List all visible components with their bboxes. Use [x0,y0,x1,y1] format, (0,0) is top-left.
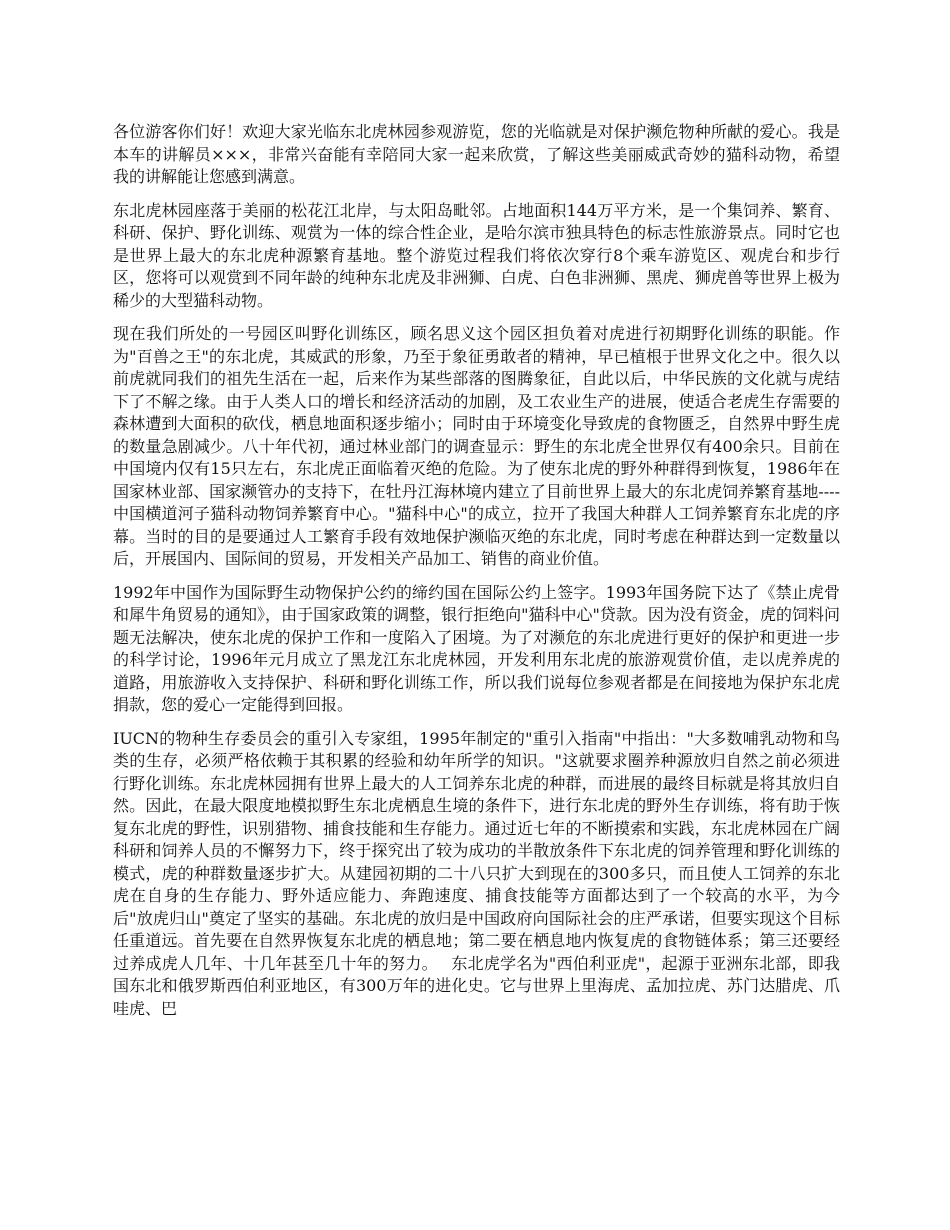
paragraph-history-1992: 1992年中国作为国际野生动物保护公约的缔约国在国际公约上签字。1993年国务院下达了《禁止虎骨和犀牛角贸易的通知》，由于国家政策的调整，银行拒绝向"猫科中心"贷款。因为没有资金，虎的饲料问题无法解决，使东北虎的保护工作和一度陷入了困境。为了对濒危的东北虎进行更好的保护和更进一步的科学讨论，1996年元月成立了黑龙江东北虎林园，开发利用东北虎的旅游观赏价值，走以虎养虎的道路，用旅游收入支持保护、科研和野化训练工作，所以我们说每位参观者都是在间接地为保护东北虎捐款，您的爱心一定能得到回报。 [113,582,840,714]
paragraph-iucn-reintroduction: IUCN的物种生存委员会的重引入专家组，1995年制定的"重引入指南"中指出："大多数哺乳动物和鸟类的生存，必须严格依赖于其积累的经验和幼年所学的知识。"这就要求圈养种源放归自然之前必须进行野化训练。东北虎林园拥有世界上最大的人工饲养东北虎的种群，而进展的最终目标就是将其放归自然。因此，在最大限度地模拟野生东北虎栖息生境的条件下，进行东北虎的野外生存训练，将有助于恢复东北虎的野性，识别猎物、捕食技能和生存能力。通过近七年的不断摸索和实践，东北虎林园在广阔科研和饲养人员的不懈努力下，终于探究出了较为成功的半散放条件下东北虎的饲养管理和野化训练的模式，虎的种群数量逐步扩大。从建园初期的二十八只扩大到现在的300多只，而且使人工饲养的东北虎在自身的生存能力、野外适应能力、奔跑速度、捕食技能等方面都达到了一个较高的水平，为今后"放虎归山"奠定了坚实的基础。东北虎的放归是中国政府向国际社会的庄严承诺，但要实现这个目标任重道远。首先要在自然界恢复东北虎的栖息地；第二要在栖息地内恢复虎的食物链体系；第三还要经过养成虎人几年、十几年甚至几十年的努力。 东北虎学名为"西伯利亚虎"，起源于亚洲东北部，即我国东北和俄罗斯西伯利亚地区，有300万年的进化史。它与世界上里海虎、孟加拉虎、苏门达腊虎、爪哇虎、巴 [113,728,840,1018]
document-body [113,121,840,1031]
paragraph-wild-training-zone: 现在我们所处的一号园区叫野化训练区，顾名思义这个园区担负着对虎进行初期野化训练的职能。作为"百兽之王"的东北虎，其威武的形象，乃至于象征勇敢者的精神，早已植根于世界文化之中。很久以前虎就同我们的祖先生活在一起，后来作为某些部落的图腾象征，自此以后，中华民族的文化就与虎结下了不解之缘。由于人类人口的增长和经济活动的加剧，及工农业生产的进展，使适合老虎生存需要的森林遭到大面积的砍伐，栖息地面积逐步缩小；同时由于环境变化导致虎的食物匮乏，自然界中野生虎的数量急剧减少。八十年代初，通过林业部门的调查显示：野生的东北虎全世界仅有400余只。目前在中国境内仅有15只左右，东北虎正面临着灭绝的危险。为了使东北虎的野外种群得到恢复，1986年在国家林业部、国家濒管办的支持下，在牡丹江海林境内建立了目前世界上最大的东北虎饲养繁育基地----中国横道河子猫科动物饲养繁育中心。"猫科中心"的成立，拉开了我国大种群人工饲养繁育东北虎的序幕。当时的目的是要通过人工繁育手段有效地保护濒临灭绝的东北虎，同时考虑在种群达到一定数量以后，开展国内、国际间的贸易，开发相关产品加工、销售的商业价值。 [113,324,840,568]
paragraph-park-overview: 东北虎林园座落于美丽的松花江北岸，与太阳岛毗邻。占地面积144万平方米，是一个集饲养、繁育、科研、保护、野化训练、观赏为一体的综合性企业，是哈尔滨市独具特色的标志性旅游景点。同时它也是世界上最大的东北虎种源繁育基地。整个游览过程我们将依次穿行8个乘车游览区、观虎台和步行区，您将可以观赏到不同年龄的纯种东北虎及非洲狮、白虎、白色非洲狮、黑虎、狮虎兽等世界上极为稀少的大型猫科动物。 [113,200,840,310]
paragraph-welcome: 各位游客你们好！欢迎大家光临东北虎林园参观游览，您的光临就是对保护濒危物种所献的爱心。我是本车的讲解员×××，非常兴奋能有幸陪同大家一起来欣赏，了解这些美丽威武奇妙的猫科动物，希望我的讲解能让您感到满意。 [113,122,840,186]
